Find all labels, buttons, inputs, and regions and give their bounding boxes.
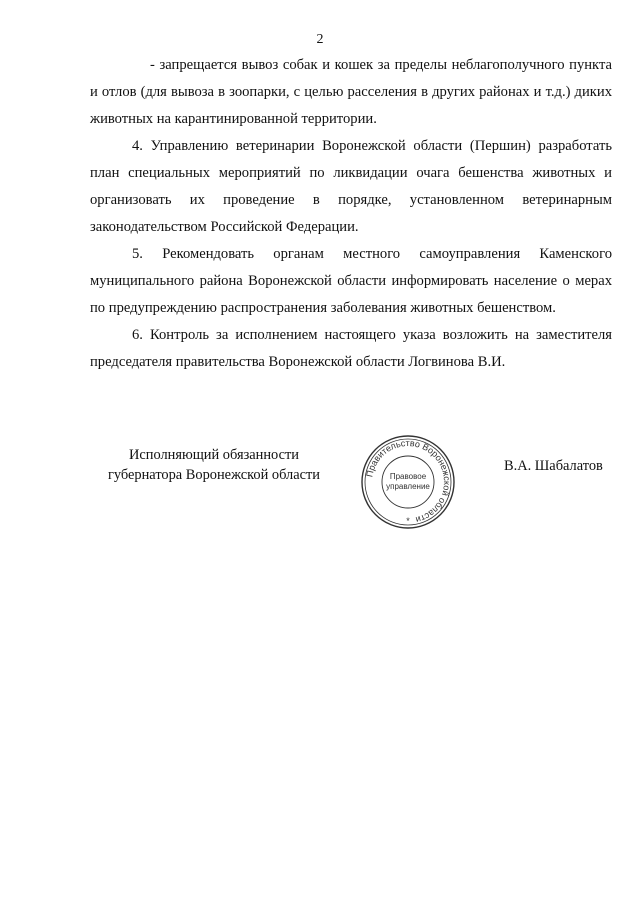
signatory-name: В.А. Шабалатов: [504, 458, 603, 474]
paragraph-dogs-cats-export: - запрещается вывоз собак и кошек за пределы неблагополучного пункта и отлов (для вывоза в зоопарки, с целью расселения в других районах и т.д.) диких животных на карантинированной территории.: [90, 57, 612, 127]
official-stamp-icon: [358, 432, 458, 532]
page-number: 2: [316, 32, 324, 47]
signatory-position-line2: губернатора Воронежской области: [107, 467, 320, 483]
stamp-center-line2: управление: [386, 482, 430, 491]
stamp-star: *: [406, 516, 410, 526]
signatory-position-line1: Исполняющий обязанности: [128, 447, 299, 463]
paragraph-local-government: 5. Рекомендовать органам местного самоуправления Каменского муниципального района Воронежской области информировать население о мерах по предупреждению распространения заболевания животных бешенством.: [90, 246, 612, 316]
paragraph-veterinary-plan: 4. Управлению ветеринарии Воронежской области (Першин) разработать план специальных мероприятий по ликвидации очага бешенства животных и организовать их проведение в порядке, установленном ветеринарным законодательством Российской Федерации.: [90, 138, 612, 235]
paragraph-control: 6. Контроль за исполнением настоящего указа возложить на заместителя председателя правительства Воронежской области Логвинова В.И.: [90, 327, 612, 370]
stamp-center-line1: Правовое: [389, 472, 427, 481]
document-body: [90, 52, 612, 376]
signatory-position: [96, 445, 332, 485]
stamp-ring-text: Правительство Воронежской области: [364, 437, 453, 526]
